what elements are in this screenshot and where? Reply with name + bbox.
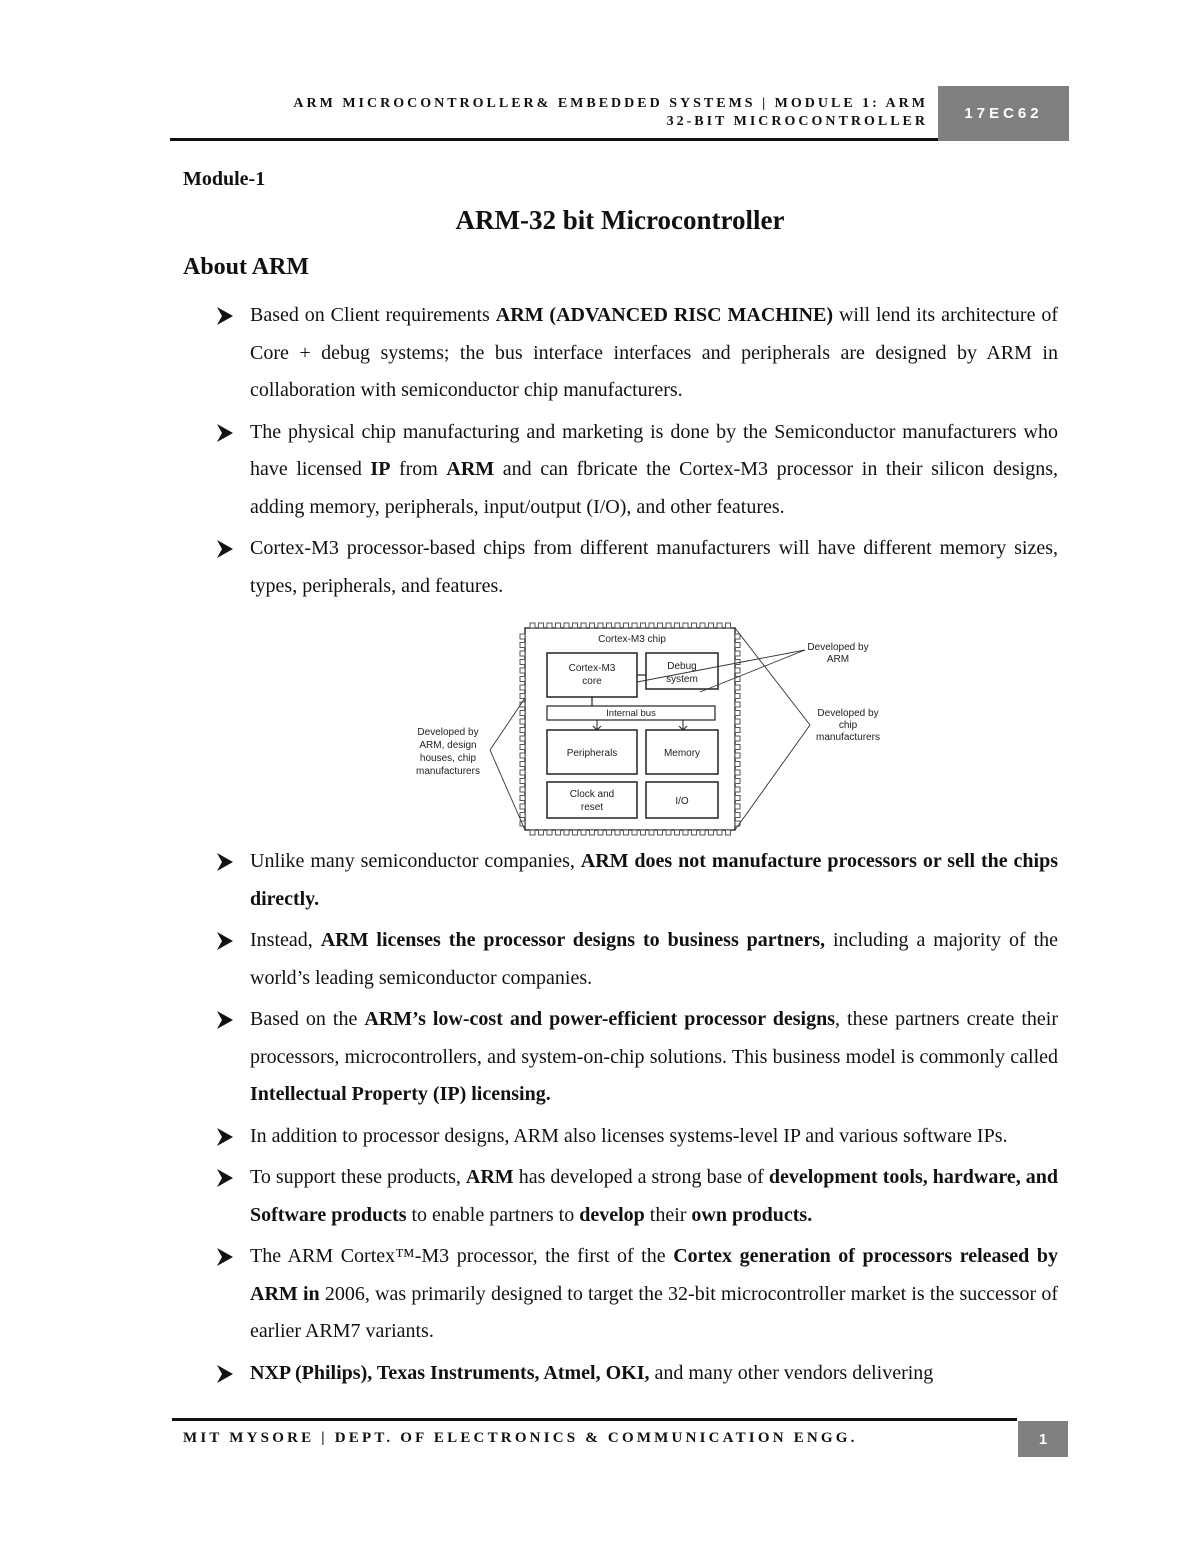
bullet-text: Cortex-M3 processor-based chips from different manufacturers will have different memory sizes, types, peripherals, and features. [250, 537, 1058, 597]
bullet-item [216, 1159, 1058, 1234]
bullet-list-bottom [216, 843, 1058, 1396]
arrow-bullet-icon [216, 1247, 234, 1267]
label-left-3: houses, chip [419, 753, 477, 764]
arrow-bullet-icon [216, 539, 234, 559]
running-header [168, 95, 928, 131]
io-label: I/O [675, 796, 689, 807]
core-block [547, 653, 637, 697]
bullet-text: Unlike many semiconductor companies, ARM does not manufacture processors or sell the chips directly. [250, 850, 1058, 910]
bullet-item [216, 297, 1058, 410]
debug-label-1: Debug [667, 661, 697, 672]
peripherals-label: Peripherals [566, 748, 618, 759]
bullet-text: In addition to processor designs, ARM also licenses systems-level IP and various software IPs. [250, 1124, 1008, 1147]
bullet-text: To support these products, ARM has developed a strong base of development tools, hardware, and Software products to enable partners to develop their own products. [250, 1166, 1059, 1226]
section-title: About ARM [183, 254, 310, 280]
arrow-bullet-icon [216, 1010, 234, 1030]
bullet-item [216, 843, 1058, 918]
header-title-line2: 32-BIT MICROCONTROLLER [666, 114, 928, 129]
arrow-bullet-icon [216, 306, 234, 326]
header-rule [170, 138, 938, 141]
bullet-item [216, 1118, 1058, 1156]
bullet-text: The ARM Cortex™-M3 processor, the first of the Cortex generation of processors released by ARM in 2006, was primarily designed to target the 32-bit microcontroller market is the successor of earlier ARM7 variants. [250, 1245, 1059, 1342]
bullet-text: Based on the ARM’s low-cost and power-efficient processor designs, these partners create their processors, microcontrollers, and system-on-chip solutions. This business model is commonly called Intellectual Property (IP) licensing. [250, 1008, 1058, 1105]
clock-label-1: Clock and [569, 789, 615, 800]
arrow-bullet-icon [216, 1364, 234, 1384]
label-arm-2: ARM [826, 654, 850, 665]
label-left-2: ARM, design [419, 740, 477, 751]
bullet-item [216, 922, 1058, 997]
memory-label: Memory [663, 748, 701, 759]
bullet-list-top [216, 297, 1058, 609]
label-arm-1: Developed by [807, 642, 869, 653]
label-left-1: Developed by [417, 727, 479, 738]
arrow-bullet-icon [216, 852, 234, 872]
bullet-item [216, 1238, 1058, 1351]
header-title-line1: ARM MICROCONTROLLER& EMBEDDED SYSTEMS | MODULE 1: ARM [293, 96, 928, 111]
arrow-bullet-icon [216, 931, 234, 951]
page-number: 1 [1018, 1421, 1068, 1457]
bullet-item [216, 414, 1058, 527]
core-label-2: core [582, 676, 602, 687]
bullet-text: Based on Client requirements ARM (ADVANCED RISC MACHINE) will lend its architecture of Core + debug systems; the bus interface interfaces and peripherals are designed by ARM in collaboration with semiconductor chip manufacturers. [250, 304, 1059, 401]
bullet-item [216, 1001, 1058, 1114]
debug-label-2: system [666, 674, 698, 685]
label-chip-1: Developed by [817, 708, 879, 719]
label-left-4: manufacturers [416, 766, 480, 777]
arrow-bullet-icon [216, 1168, 234, 1188]
core-label-1: Cortex-M3 [568, 663, 616, 674]
internal-bus-label: Internal bus [606, 708, 656, 719]
arrow-bullet-icon [216, 423, 234, 443]
page-title: ARM-32 bit Microcontroller [455, 205, 785, 235]
bullet-item [216, 1355, 1058, 1393]
footer-text: MIT MYSORE | DEPT. OF ELECTRONICS & COMMUNICATION ENGG. [183, 1430, 858, 1446]
module-label: Module-1 [183, 168, 266, 190]
cortex-m3-chip-diagram [400, 620, 900, 840]
course-code-badge: 17EC62 [938, 86, 1069, 141]
footer-rule [172, 1418, 1017, 1421]
bullet-text: Instead, ARM licenses the processor designs to business partners, including a majority of the world’s leading semiconductor companies. [250, 929, 1059, 989]
bullet-text: NXP (Philips), Texas Instruments, Atmel, OKI, and many other vendors delivering [250, 1361, 934, 1384]
chip-title: Cortex-M3 chip [598, 634, 666, 645]
label-chip-2: chip [838, 720, 858, 731]
label-chip-3: manufacturers [816, 732, 880, 743]
clock-label-2: reset [580, 802, 604, 813]
bullet-item [216, 530, 1058, 605]
arrow-bullet-icon [216, 1127, 234, 1147]
bullet-text: The physical chip manufacturing and marketing is done by the Semiconductor manufacturers who have licensed IP from ARM and can fbricate the Cortex-M3 processor in their silicon designs, adding memory, peripherals, input/output (I/O), and other features. [250, 420, 1058, 518]
